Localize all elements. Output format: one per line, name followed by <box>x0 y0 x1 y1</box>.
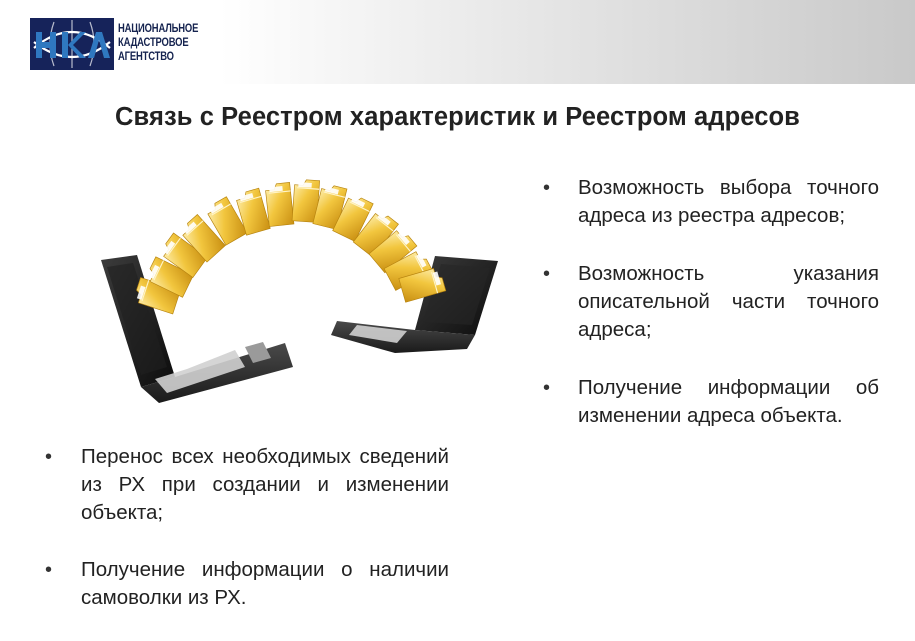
bullet-text: Получение информации о наличии самоволки из РХ. <box>81 558 449 609</box>
logo-text <box>118 22 198 64</box>
bullet-text: Перенос всех необходимых сведений из РХ при создании и изменении объекта; <box>81 445 449 524</box>
bullet-marker: • <box>543 263 551 285</box>
logo-line-2: КАДАСТРОВОЕ <box>118 37 189 49</box>
bullet-marker: • <box>543 177 551 199</box>
list-item <box>543 374 879 430</box>
bullet-text: Получение информации об изменении адреса объекта. <box>578 376 879 427</box>
agency-logo <box>30 18 230 70</box>
bullet-marker: • <box>543 377 551 399</box>
logo-line-3: АГЕНТСТВО <box>118 51 174 63</box>
bullet-text: Возможность выбора точного адреса из реестра адресов; <box>578 176 879 227</box>
folder-arc <box>133 179 446 314</box>
bullet-marker: • <box>45 446 53 468</box>
list-item <box>45 443 449 527</box>
list-item <box>543 174 879 230</box>
logo-line-1: НАЦИОНАЛЬНОЕ <box>118 23 199 35</box>
right-bullet-list <box>543 174 879 460</box>
list-item <box>543 260 879 344</box>
left-laptop <box>101 255 293 403</box>
list-item <box>45 556 449 612</box>
slide-title: Связь с Реестром характеристик и Реестром адресов <box>115 103 800 131</box>
bullet-text: Возможность указания описательной части точного адреса; <box>578 262 879 341</box>
left-bullet-list <box>45 443 449 641</box>
nka-logo-mark <box>30 18 114 70</box>
bullet-marker: • <box>45 559 53 581</box>
file-transfer-illustration <box>95 155 505 410</box>
